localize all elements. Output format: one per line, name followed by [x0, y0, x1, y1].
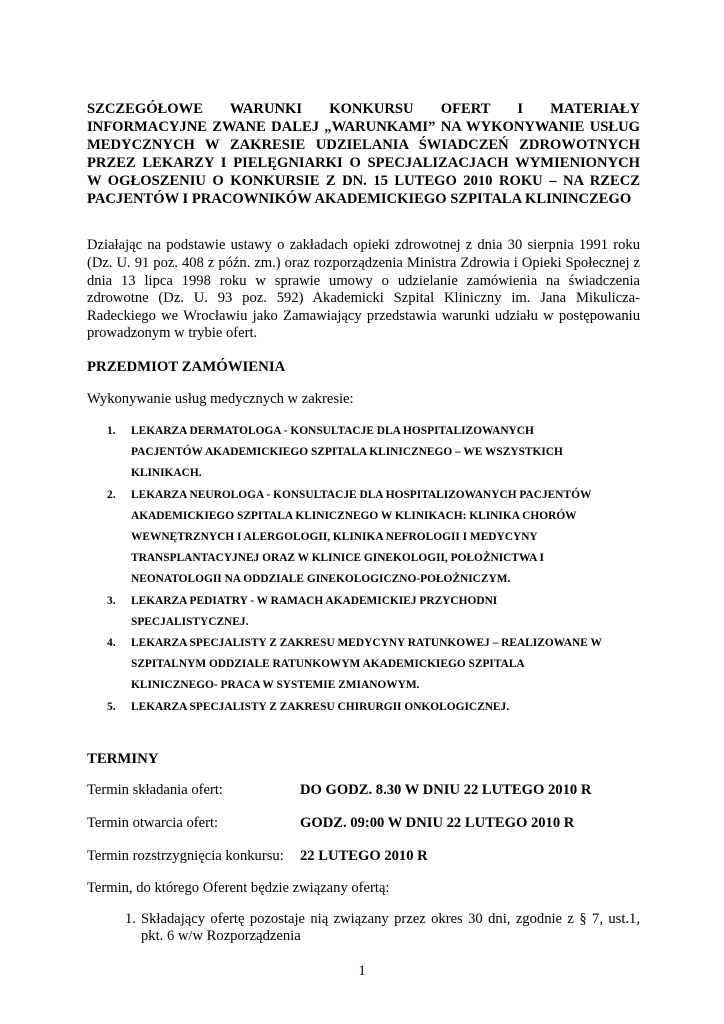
list-line: SZPITALNYM ODDZIALE RATUNKOWYM AKADEMICKIEGO SZPITALA	[131, 658, 525, 671]
term-row-opening	[87, 815, 640, 832]
title-line: SZCZEGÓŁOWE WARUNKI KONKURSU OFERT I MATERIAŁY	[87, 101, 640, 117]
list-line: KLINICZNEGO- PRACA W SYSTEMIE ZMIANOWYM.	[131, 679, 420, 692]
sub-text: Składający ofertę pozostaje nią związany przez okres 30 dni, zgodnie z § 7, ust.1, pkt. 6 w/w Rozporządzenia	[141, 910, 640, 945]
list-item	[87, 591, 640, 633]
list-number: 3.	[107, 594, 116, 607]
section-heading-terms: TERMINY	[87, 750, 159, 767]
binding-period-item	[87, 911, 640, 946]
services-list	[87, 421, 640, 718]
list-line: NEONATOLOGII NA ODDZIALE GINEKOLOGICZNO-POŁOŻNICZYM.	[131, 573, 511, 586]
list-item	[87, 421, 640, 485]
list-line: LEKARZA PEDIATRY - W RAMACH AKADEMICKIEJ PRZYCHODNI	[131, 594, 498, 607]
list-line: PACJENTÓW AKADEMICKIEGO SZPITALA KLINICZNEGO – WE WSZYSTKICH	[131, 446, 563, 459]
list-line: KLINIKACH.	[131, 467, 202, 480]
list-line: LEKARZA SPECJALISTY Z ZAKRESU CHIRURGII ONKOLOGICZNEJ.	[131, 700, 510, 713]
list-line: SPECJALISTYCZNEJ.	[131, 615, 249, 628]
title-line: PRZEZ LEKARZY I PIELĘGNIARKI O SPECJALIZACJACH WYMIENIONYCH	[87, 154, 640, 171]
title-line: INFORMACYJNE ZWANE DALEJ „WARUNKAMI” NA WYKONYWANIE USŁUG	[87, 118, 640, 135]
document-title	[87, 101, 640, 208]
document-page	[87, 101, 640, 946]
list-number: 5.	[107, 700, 116, 713]
term-label: Termin składania ofert:	[87, 781, 223, 798]
subject-lead: Wykonywanie usług medycznych w zakresie:	[87, 391, 354, 407]
term-value: DO GODZ. 8.30 W DNIU 22 LUTEGO 2010 R	[300, 781, 592, 798]
list-line: LEKARZA SPECJALISTY Z ZAKRESU MEDYCYNY RATUNKOWEJ – REALIZOWANE W	[131, 637, 602, 650]
page-number: 1	[358, 963, 366, 979]
list-line: LEKARZA NEUROLOGA - KONSULTACJE DLA HOSPITALIZOWANYCH PACJENTÓW	[131, 488, 592, 501]
list-line: WEWNĘTRZNYCH I ALERGOLOGII, KLINIKA NEFROLOGII I MEDYCYNY	[131, 531, 538, 544]
list-number: 4.	[107, 637, 116, 650]
title-line: W OGŁOSZENIU O KONKURSIE Z DN. 15 LUTEGO 2010 ROKU – NA RZECZ	[87, 172, 640, 189]
binding-period-lead: Termin, do którego Oferent będzie związany ofertą:	[87, 879, 390, 896]
list-item	[87, 633, 640, 697]
sub-number: 1.	[125, 910, 136, 927]
list-line: AKADEMICKIEGO SZPITALA KLINICZNEGO W KLINIKACH: KLINIKA CHORÓW	[131, 509, 577, 522]
list-line: TRANSPLANTACYJNEJ ORAZ W KLINICE GINEKOLOGII, POŁOŻNICTWA I	[131, 552, 544, 565]
term-row-submission	[87, 782, 640, 799]
list-item	[87, 697, 640, 718]
title-line: MEDYCZNYCH W ZAKRESIE UDZIELANIA ŚWIADCZEŃ ZDROWOTNYCH	[87, 136, 640, 153]
term-label: Termin otwarcia ofert:	[87, 814, 219, 831]
title-line: PACJENTÓW I PRACOWNIKÓW AKADEMICKIEGO SZPITALA KLININCZEGO	[87, 190, 632, 207]
list-number: 1.	[107, 425, 116, 437]
list-line: LEKARZA DERMATOLOGA - KONSULTACJE DLA HOSPITALIZOWANYCH	[131, 425, 534, 437]
term-value: 22 LUTEGO 2010 R	[300, 847, 428, 864]
intro-paragraph: Działając na podstawie ustawy o zakładach opieki zdrowotnej z dnia 30 sierpnia 1991 roku (Dz. U. 91 poz. 408 z późn. zm.) oraz rozporządzenia Ministra Zdrowia i Opieki Społecznej z dnia 13 lipca 1998 roku w sprawie umowy o udzielanie zamówienia na świadczenia zdrowotne (Dz. U. 93 poz. 592) Akademicki Szpital Kliniczny im. Jana Mikulicza-Radeckiego we Wrocławiu jako Zamawiający przedstawia warunki udziału w postępowaniu prowadzonym w trybie ofert.	[87, 237, 640, 342]
list-item	[87, 485, 640, 591]
term-value: GODZ. 09:00 W DNIU 22 LUTEGO 2010 R	[300, 814, 575, 831]
section-heading-subject: PRZEDMIOT ZAMÓWIENIA	[87, 359, 286, 375]
term-row-resolution	[87, 848, 640, 865]
list-number: 2.	[107, 488, 116, 501]
term-label: Termin rozstrzygnięcia konkursu:	[87, 847, 284, 864]
